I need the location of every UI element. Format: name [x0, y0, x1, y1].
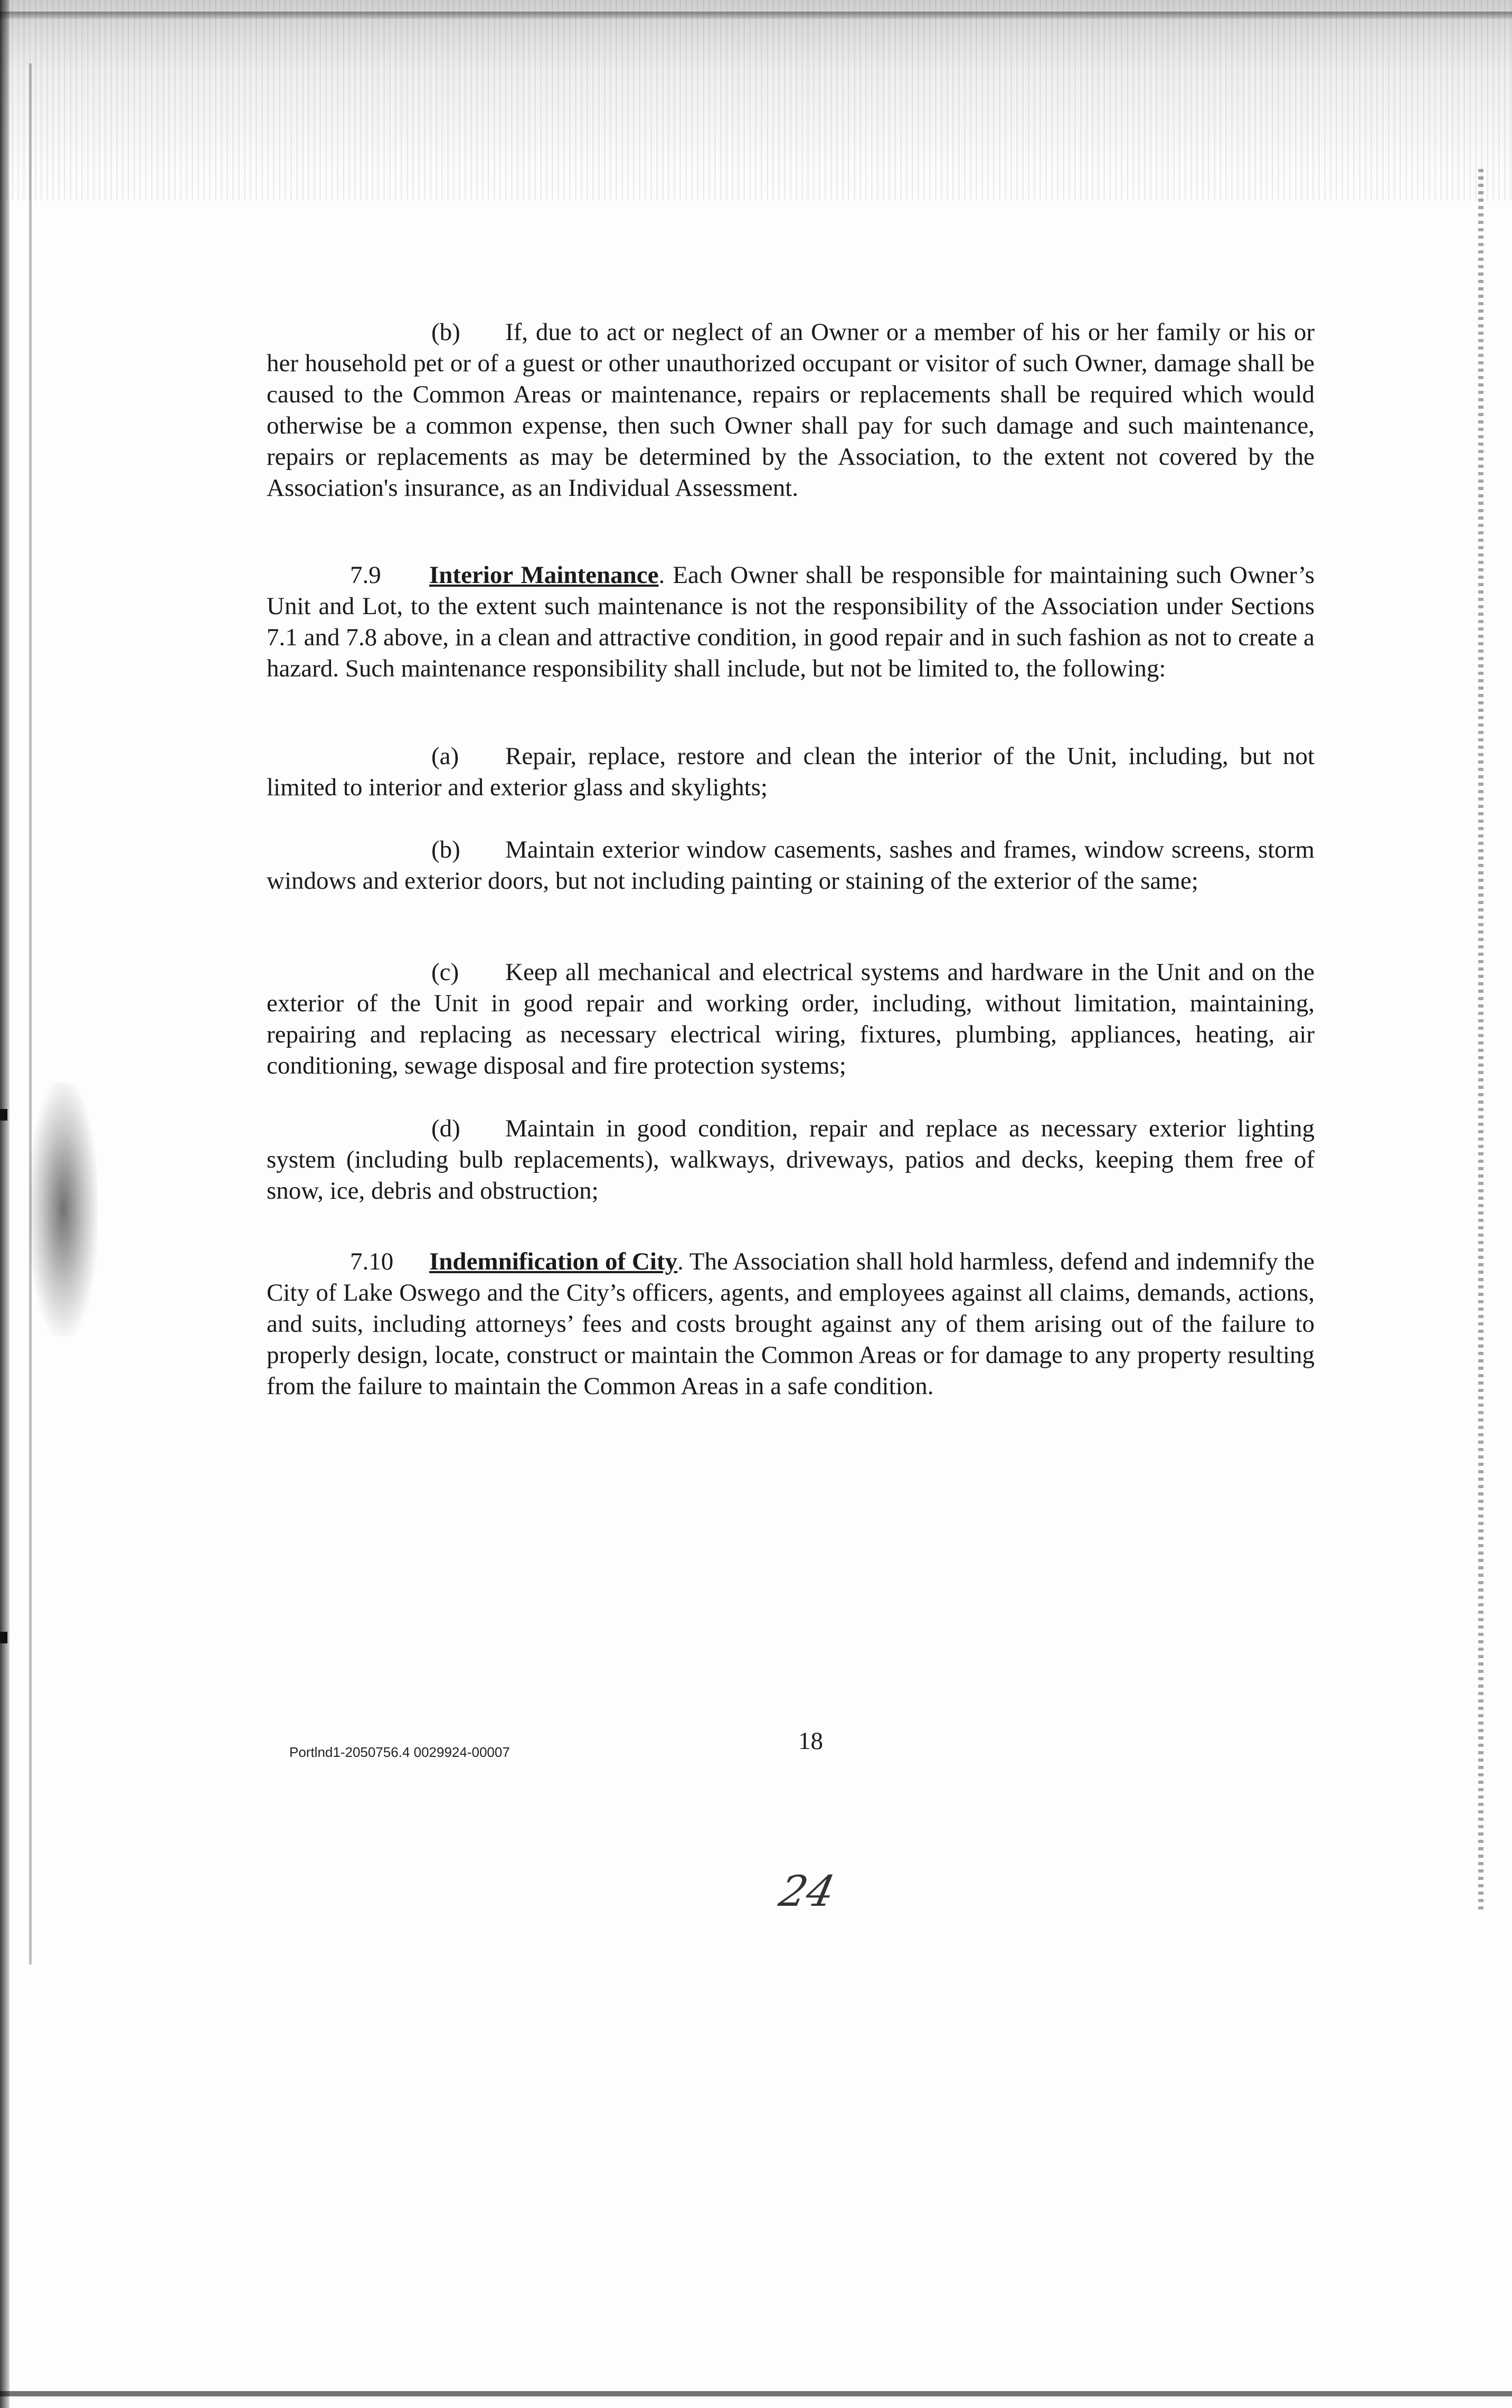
- item-text: Keep all mechanical and electrical systems and hardware in the Unit and on the exterior of the Unit in good repair and working order, including, without limitation, maintaining, repairing and replacing as necessary electrical wiring, fixtures, plumbing, appliances, heating, air conditioning, sewage disposal and fire protection systems;: [267, 958, 1315, 1079]
- handwritten-page-number: 24: [775, 1867, 839, 1916]
- scan-edge-right: [1478, 169, 1483, 1912]
- item-d: [267, 1113, 1315, 1207]
- item-text: Maintain in good condition, repair and replace as necessary exterior lighting system (including bulb replacements), walkways, driveways, patios and decks, keeping them free of snow, ice, debris and obstruction;: [267, 1115, 1315, 1205]
- page-number: 18: [798, 1727, 823, 1755]
- section-heading: Indemnification of City: [429, 1248, 678, 1275]
- section-number: 7.10: [350, 1248, 394, 1275]
- item-b: [267, 834, 1315, 897]
- item-text: Maintain exterior window casements, sashes and frames, window screens, storm windows and exterior doors, but not including painting or staining of the exterior of the same;: [267, 836, 1315, 895]
- section-text: . Each Owner shall be responsible for maintaining such Owner’s Unit and Lot, to the extent such maintenance is not the responsibility of the Association under Sections 7.1 and 7.8 above, in a clean and attractive condition, in good repair and in such fashion as not to create a hazard. Such maintenance responsibility shall include, but not be limited to, the following:: [267, 561, 1315, 682]
- scan-smudge: [29, 1083, 98, 1336]
- document-reference: Portlnd1-2050756.4 0029924-00007: [289, 1744, 510, 1760]
- section-heading: Interior Maintenance: [429, 561, 659, 589]
- scan-mark: [0, 1109, 7, 1121]
- section-text: . The Association shall hold harmless, defend and indemnify the City of Lake Oswego and the City’s officers, agents, and employees against all claims, demands, actions, and suits, including attorneys’ fees and costs brought against any of them arising out of the failure to properly design, locate, construct or maintain the Common Areas or for damage to any property resulting from the failure to maintain the Common Areas in a safe condition.: [267, 1248, 1315, 1400]
- item-number: (d): [431, 1115, 460, 1142]
- paragraph-b: [267, 317, 1315, 504]
- section-number: 7.9: [350, 561, 381, 589]
- item-number: (c): [431, 958, 459, 986]
- scan-shading-top: [0, 0, 1512, 201]
- scan-edge-bottom: [0, 2391, 1512, 2396]
- item-a: [267, 741, 1315, 803]
- scan-line-left: [29, 63, 32, 1964]
- scan-edge-left: [0, 0, 10, 2408]
- item-number: (a): [431, 742, 459, 770]
- section-7-9: [267, 560, 1315, 684]
- paragraph-number: (b): [431, 318, 460, 346]
- scan-edge-top: [0, 12, 1512, 19]
- item-text: Repair, replace, restore and clean the interior of the Unit, including, but not limited to interior and exterior glass and skylights;: [267, 742, 1315, 801]
- paragraph-text: If, due to act or neglect of an Owner or a member of his or her family or his or her household pet or of a guest or other unauthorized occupant or visitor of such Owner, damage shall be caused to the Common Areas or maintenance, repairs or replacements shall be required which would otherwise be a common expense, then such Owner shall pay for such damage and such maintenance, repairs or replacements as may be determined by the Association, to the extent not covered by the Association's insurance, as an Individual Assessment.: [267, 318, 1315, 502]
- scan-mark: [0, 1632, 7, 1643]
- item-number: (b): [431, 836, 460, 863]
- section-7-10: [267, 1246, 1315, 1402]
- item-c: [267, 957, 1315, 1081]
